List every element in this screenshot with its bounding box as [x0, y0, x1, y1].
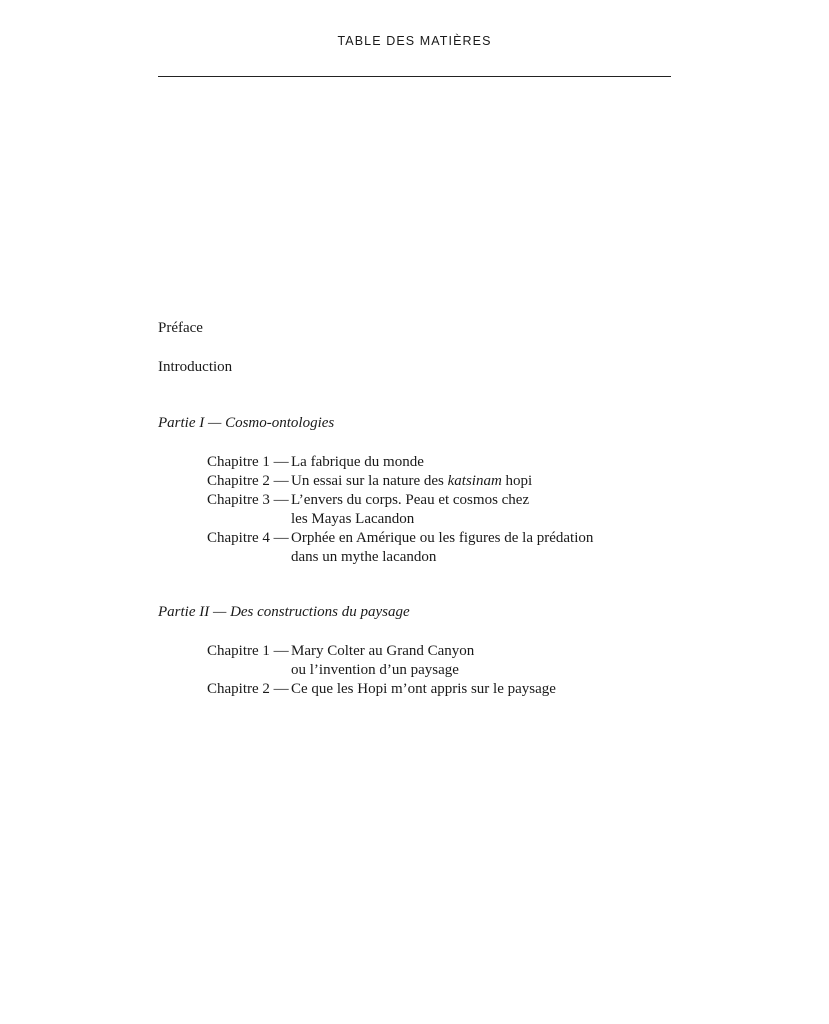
- chapter-title-italic: katsinam: [447, 473, 502, 489]
- toc-part-1-title[interactable]: Partie I — Cosmo-ontologies: [158, 415, 335, 431]
- running-head: TABLE DES MATIÈRES: [337, 34, 492, 48]
- toc-introduction[interactable]: Introduction: [158, 359, 233, 375]
- toc-part1-chapter-4[interactable]: [207, 529, 594, 548]
- chapter-title-line2: dans un mythe lacandon: [291, 549, 437, 565]
- chapter-title: Mary Colter au Grand Canyon: [291, 643, 475, 659]
- chapter-number: Chapitre 1 —: [207, 643, 289, 659]
- chapter-title: [291, 472, 532, 491]
- toc-part1-chapter-1[interactable]: [207, 453, 424, 472]
- chapter-title: Orphée en Amérique ou les figures de la prédation: [291, 530, 594, 546]
- chapter-title: Ce que les Hopi m’ont appris sur le paysage: [291, 681, 556, 697]
- chapter-number: Chapitre 4 —: [207, 530, 289, 546]
- chapter-title: L’envers du corps. Peau et cosmos chez: [291, 492, 530, 508]
- chapter-number: Chapitre 2 —: [207, 681, 289, 697]
- chapter-title-line2: ou l’invention d’un paysage: [291, 662, 459, 678]
- header-rule: [158, 76, 671, 77]
- chapter-number: Chapitre 2 —: [207, 473, 289, 489]
- chapter-number: Chapitre 1 —: [207, 454, 289, 470]
- toc-part2-chapter-2[interactable]: [207, 680, 556, 699]
- toc-part1-chapter-2[interactable]: [207, 472, 533, 491]
- chapter-title-line2: les Mayas Lacandon: [291, 511, 415, 527]
- chapter-title: La fabrique du monde: [291, 454, 424, 470]
- chapter-title-part: hopi: [501, 473, 533, 489]
- toc-part1-chapter-3[interactable]: [207, 491, 530, 510]
- chapter-number: Chapitre 3 —: [207, 492, 289, 508]
- toc-part-2-title[interactable]: Partie II — Des constructions du paysage: [158, 604, 410, 620]
- chapter-title-part: Un essai sur la nature des: [291, 473, 448, 489]
- toc-part2-chapter-1[interactable]: [207, 642, 475, 661]
- toc-preface[interactable]: Préface: [158, 320, 203, 336]
